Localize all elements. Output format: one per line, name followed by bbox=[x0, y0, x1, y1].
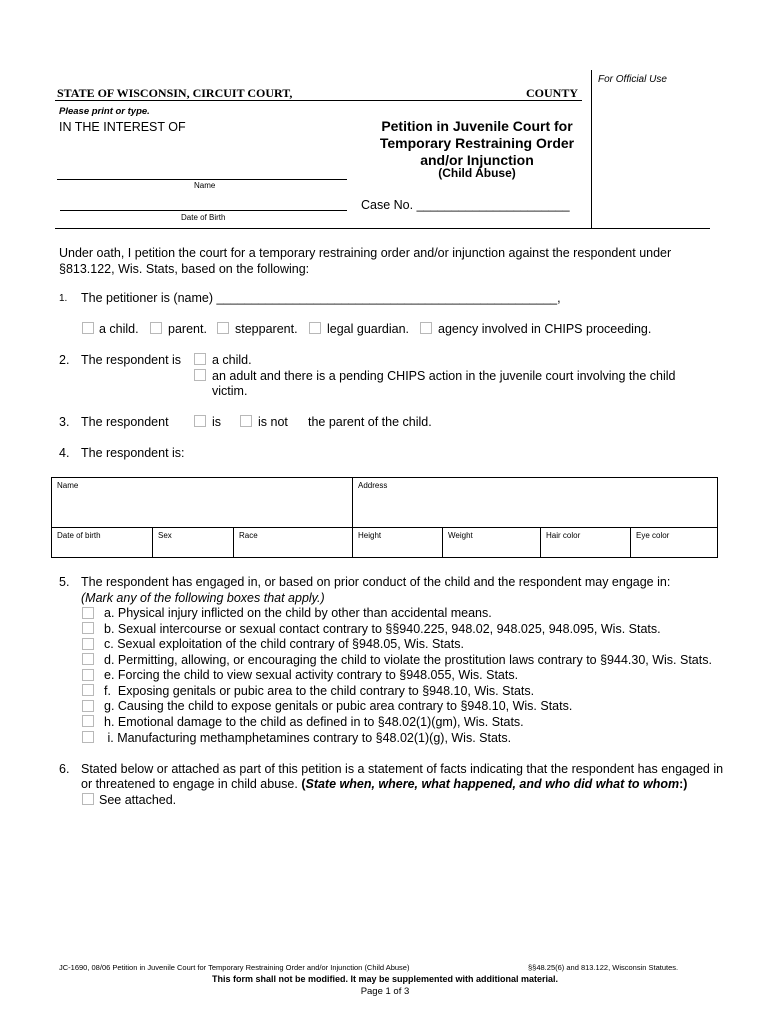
form-title bbox=[352, 118, 602, 169]
item3-tail: the parent of the child. bbox=[308, 415, 432, 429]
item5-hint: (Mark any of the following boxes that apply.) bbox=[81, 591, 325, 605]
resp-race-label: Race bbox=[239, 531, 258, 540]
abuse-h-label: h. Emotional damage to the child as defined in to §48.02(1)(gm), Wis. Stats. bbox=[104, 715, 524, 729]
county-label: COUNTY bbox=[526, 86, 579, 100]
item6-line2 bbox=[81, 777, 687, 791]
abuse-b-checkbox[interactable] bbox=[82, 622, 94, 634]
item6-number: 6. bbox=[59, 762, 70, 776]
court-rule bbox=[55, 100, 582, 101]
petitioner-guardian-checkbox[interactable] bbox=[309, 322, 321, 334]
petitioner-agency-checkbox[interactable] bbox=[420, 322, 432, 334]
item1-text[interactable]: The petitioner is (name) _________________________________________________, bbox=[81, 291, 561, 305]
title-line-2: Temporary Restraining Order bbox=[379, 135, 575, 151]
resp-dob-cell[interactable] bbox=[52, 528, 153, 558]
is-parent-label: is bbox=[212, 415, 222, 429]
form-subtitle: (Child Abuse) bbox=[438, 166, 516, 180]
abuse-a-label: a. Physical injury inflicted on the child by other than accidental means. bbox=[104, 606, 492, 620]
resp-hair-label: Hair color bbox=[546, 531, 581, 540]
item4-text: The respondent is: bbox=[81, 446, 185, 460]
is-not-parent-checkbox[interactable] bbox=[240, 415, 252, 427]
print-hint: Please print or type. bbox=[59, 106, 150, 117]
respondent-adult-label-2: victim. bbox=[212, 384, 248, 398]
resp-dob-label: Date of birth bbox=[57, 531, 101, 540]
item5-number: 5. bbox=[59, 575, 70, 589]
footer-notice: This form shall not be modified. It may be supplemented with additional material. bbox=[211, 974, 559, 984]
resp-height-cell[interactable] bbox=[353, 528, 443, 558]
abuse-a-checkbox[interactable] bbox=[82, 607, 94, 619]
item2-text: The respondent is bbox=[81, 353, 182, 367]
petitioner-child-checkbox[interactable] bbox=[82, 322, 94, 334]
resp-address-label: Address bbox=[358, 481, 388, 490]
abuse-d-label: d. Permitting, allowing, or encouraging the child to violate the prostitution laws contrary to §944.30, Wis. Stats. bbox=[104, 653, 712, 667]
item5-text: The respondent has engaged in, or based on prior conduct of the child and the respondent may engage in: bbox=[81, 575, 671, 589]
official-use-label: For Official Use bbox=[598, 74, 667, 85]
abuse-e-label: e. Forcing the child to view sexual activity contrary to §948.055, Wis. Stats. bbox=[104, 668, 519, 682]
title-line-3: and/or Injunction bbox=[420, 152, 534, 168]
resp-sex-cell[interactable] bbox=[153, 528, 234, 558]
abuse-i-label: i. Manufacturing methamphetamines contrary to §48.02(1)(g), Wis. Stats. bbox=[104, 731, 512, 745]
item6-line2-plain: or threatened to engage in child abuse. bbox=[81, 777, 302, 791]
resp-name-cell[interactable] bbox=[52, 478, 353, 528]
resp-hair-cell[interactable] bbox=[541, 528, 631, 558]
abuse-f-label: f. Exposing genitals or pubic area to the child contrary to §948.10, Wis. Stats. bbox=[104, 684, 535, 698]
footer-form-id: JC-1690, 08/06 Petition in Juvenile Court for Temporary Restraining Order and/or Injunction (Child Abuse) bbox=[59, 963, 410, 972]
dob-caption: Date of Birth bbox=[181, 213, 226, 222]
abuse-c-checkbox[interactable] bbox=[82, 638, 94, 650]
is-not-parent-label: is not bbox=[258, 415, 288, 429]
item6-line2-emphasis: State when, where, what happened, and who did what to whom bbox=[305, 777, 680, 791]
respondent-child-checkbox[interactable] bbox=[194, 353, 206, 365]
see-attached-label: See attached. bbox=[99, 793, 177, 807]
item6-paren-close: :) bbox=[679, 777, 688, 791]
resp-race-cell[interactable] bbox=[234, 528, 353, 558]
abuse-i-checkbox[interactable] bbox=[82, 731, 94, 743]
petitioner-guardian-label: legal guardian. bbox=[327, 322, 410, 336]
respondent-info-table bbox=[51, 477, 718, 558]
header-bottom-rule bbox=[55, 228, 710, 229]
abuse-d-checkbox[interactable] bbox=[82, 653, 94, 665]
petitioner-stepparent-checkbox[interactable] bbox=[217, 322, 229, 334]
intro-text: Under oath, I petition the court for a temporary restraining order and/or injunction against the respondent under §813.122, Wis. Stats, based on the following: bbox=[59, 246, 672, 276]
abuse-g-checkbox[interactable] bbox=[82, 700, 94, 712]
respondent-adult-checkbox[interactable] bbox=[194, 369, 206, 381]
title-line-1: Petition in Juvenile Court for bbox=[381, 118, 573, 134]
resp-weight-cell[interactable] bbox=[443, 528, 541, 558]
respondent-child-label: a child. bbox=[212, 353, 252, 367]
child-dob-field[interactable] bbox=[60, 210, 347, 211]
respondent-adult-label-1: an adult and there is a pending CHIPS action in the juvenile court involving the child bbox=[212, 369, 676, 383]
abuse-h-checkbox[interactable] bbox=[82, 715, 94, 727]
item3-number: 3. bbox=[59, 415, 70, 429]
abuse-b-label: b. Sexual intercourse or sexual contact contrary to §§940.225, 948.02, 948.025, 948.095, Wis. Stats. bbox=[104, 622, 661, 636]
resp-address-cell[interactable] bbox=[353, 478, 718, 528]
child-name-field[interactable] bbox=[57, 179, 347, 180]
resp-weight-label: Weight bbox=[448, 531, 473, 540]
petitioner-parent-checkbox[interactable] bbox=[150, 322, 162, 334]
resp-sex-label: Sex bbox=[158, 531, 172, 540]
petitioner-stepparent-label: stepparent. bbox=[235, 322, 298, 336]
petitioner-agency-label: agency involved in CHIPS proceeding. bbox=[438, 322, 652, 336]
item6-line1: Stated below or attached as part of this petition is a statement of facts indicating that the respondent has engaged in bbox=[81, 762, 724, 776]
resp-height-label: Height bbox=[358, 531, 382, 540]
item6-paren-open: ( bbox=[301, 777, 306, 791]
abuse-g-label: g. Causing the child to expose genitals or pubic area contrary to §948.10, Wis. Stats. bbox=[104, 699, 573, 713]
interest-of-label: IN THE INTEREST OF bbox=[59, 120, 186, 134]
case-number-field[interactable]: Case No. ______________________ bbox=[361, 198, 570, 212]
item4-number: 4. bbox=[59, 446, 70, 460]
item2-number: 2. bbox=[59, 353, 70, 367]
footer-statutes: §§48.25(6) and 813.122, Wisconsin Statutes. bbox=[528, 963, 679, 972]
resp-name-label: Name bbox=[57, 481, 79, 490]
resp-eye-cell[interactable] bbox=[631, 528, 718, 558]
court-label: STATE OF WISCONSIN, CIRCUIT COURT, bbox=[57, 86, 293, 100]
petitioner-child-label: a child. bbox=[99, 322, 139, 336]
resp-eye-label: Eye color bbox=[636, 531, 670, 540]
see-attached-checkbox[interactable] bbox=[82, 793, 94, 805]
abuse-c-label: c. Sexual exploitation of the child contrary of §948.05, Wis. Stats. bbox=[104, 637, 464, 651]
petitioner-parent-label: parent. bbox=[168, 322, 207, 336]
item1-number: 1. bbox=[59, 293, 68, 304]
name-caption: Name bbox=[194, 181, 216, 190]
item3-text: The respondent bbox=[81, 415, 169, 429]
page-number: Page 1 of 3 bbox=[360, 986, 410, 997]
is-parent-checkbox[interactable] bbox=[194, 415, 206, 427]
abuse-f-checkbox[interactable] bbox=[82, 684, 94, 696]
abuse-e-checkbox[interactable] bbox=[82, 669, 94, 681]
